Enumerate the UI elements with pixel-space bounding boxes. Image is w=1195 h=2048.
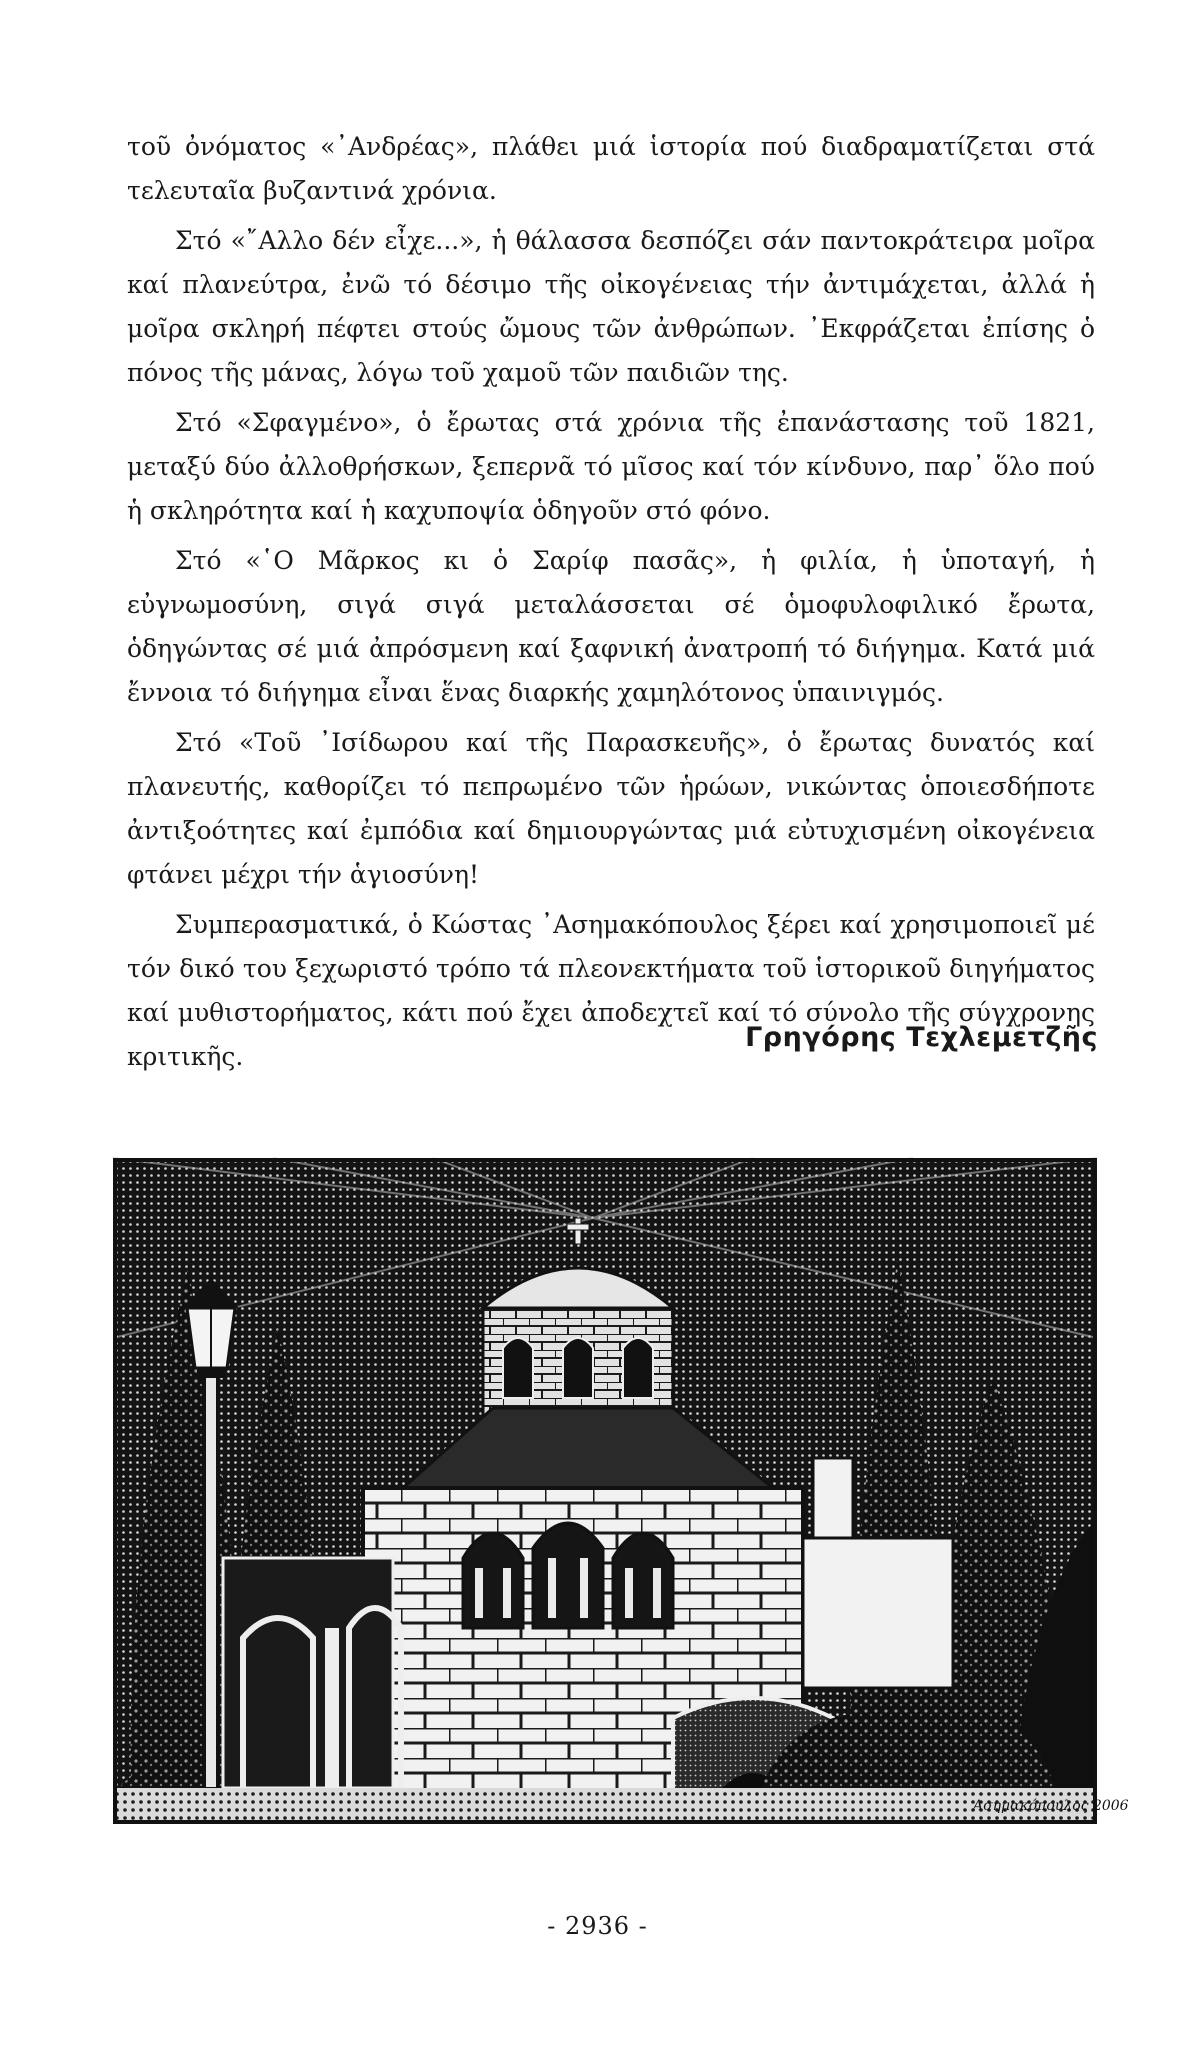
page-number: - 2936 - [547, 1912, 648, 1940]
paragraph: Στό «῾Ο Μᾶρκος κι ὁ Σαρίφ πασᾶς», ἡ φιλία, ἡ ὑποταγή, ἡ εὐγνωμοσύνη, σιγά σιγά μεταλάσσεται σέ ὁμοφυλοφιλικό ἔρωτα, ὁδηγώντας σέ μιά ἀπρόσμενη καί ξαφνική ἀνατροπή τό διήγημα. Κατά μιά ἔννοια τό διήγημα εἶναι ἕνας διαρκής χαμηλότονος ὑπαινιγμός. [127, 546, 1095, 707]
article-body [127, 125, 1095, 1085]
paragraph: Στό «῎Αλλο δέν εἶχε...», ἡ θάλασσα δεσπόζει σάν παντοκράτειρα μοῖρα καί πλανεύτρα, ἐνῶ τό δέσιμο τῆς οἰκογένειας τήν ἀντιμάχεται, ἀλλά ἡ μοῖρα σκληρή πέφτει στούς ὤμους τῶν ἀνθρώπων. ᾽Εκφράζεται ἐπίσης ὁ πόνος τῆς μάνας, λόγω τοῦ χαμοῦ τῶν παιδιῶν της. [127, 226, 1095, 387]
church-engraving-illustration [113, 1158, 1129, 1824]
paragraph: Στό «Τοῦ ᾽Ισίδωρου καί τῆς Παρασκευῆς», ὁ ἔρωτας δυνατός καί πλανευτής, καθορίζει τό πεπρωμένο τῶν ἡρώων, νικώντας ὁποιεσδήποτε ἀντιξοότητες καί ἐμπόδια καί δημιουργώντας μιά εὐτυχισμένη οἰκογένεια φτάνει μέχρι τήν ἁγιοσύνη! [127, 728, 1095, 889]
paragraph: Συμπερασματικά, ὁ Κώστας ᾽Ασημακόπουλος ξέρει καί χρησιμοποιεῖ μέ τόν δικό του ξεχωριστό τρόπο τά πλεονεκτήματα τοῦ ἱστορικοῦ διηγήματος καί μυθιστορήματος, κάτι πού ἔχει ἀποδεχτεῖ καί τό σύνολο τῆς σύγχρονης κριτικῆς. [127, 910, 1095, 1071]
artist-signature: Ασημακόπουλος 2006 [973, 1798, 1129, 1814]
paragraph: τοῦ ὀνόματος «᾽Ανδρέας», πλάθει μιά ἱστορία πού διαδραματίζεται στά τελευταῖα βυζαντινά χρόνια. [127, 132, 1095, 205]
paragraph: Στό «Σφαγμένο», ὁ ἔρωτας στά χρόνια τῆς ἐπανάστασης τοῦ 1821, μεταξύ δύο ἀλλοθρήσκων, ξεπερνᾶ τό μῖσος καί τόν κίνδυνο, παρ᾽ ὅλο πού ἡ σκληρότητα καί ἡ καχυποψία ὁδηγοῦν στό φόνο. [127, 408, 1095, 525]
author-signature: Γρηγόρης Τεχλεμετζῆς [745, 1022, 1098, 1053]
church-engraving [113, 1158, 1129, 1824]
